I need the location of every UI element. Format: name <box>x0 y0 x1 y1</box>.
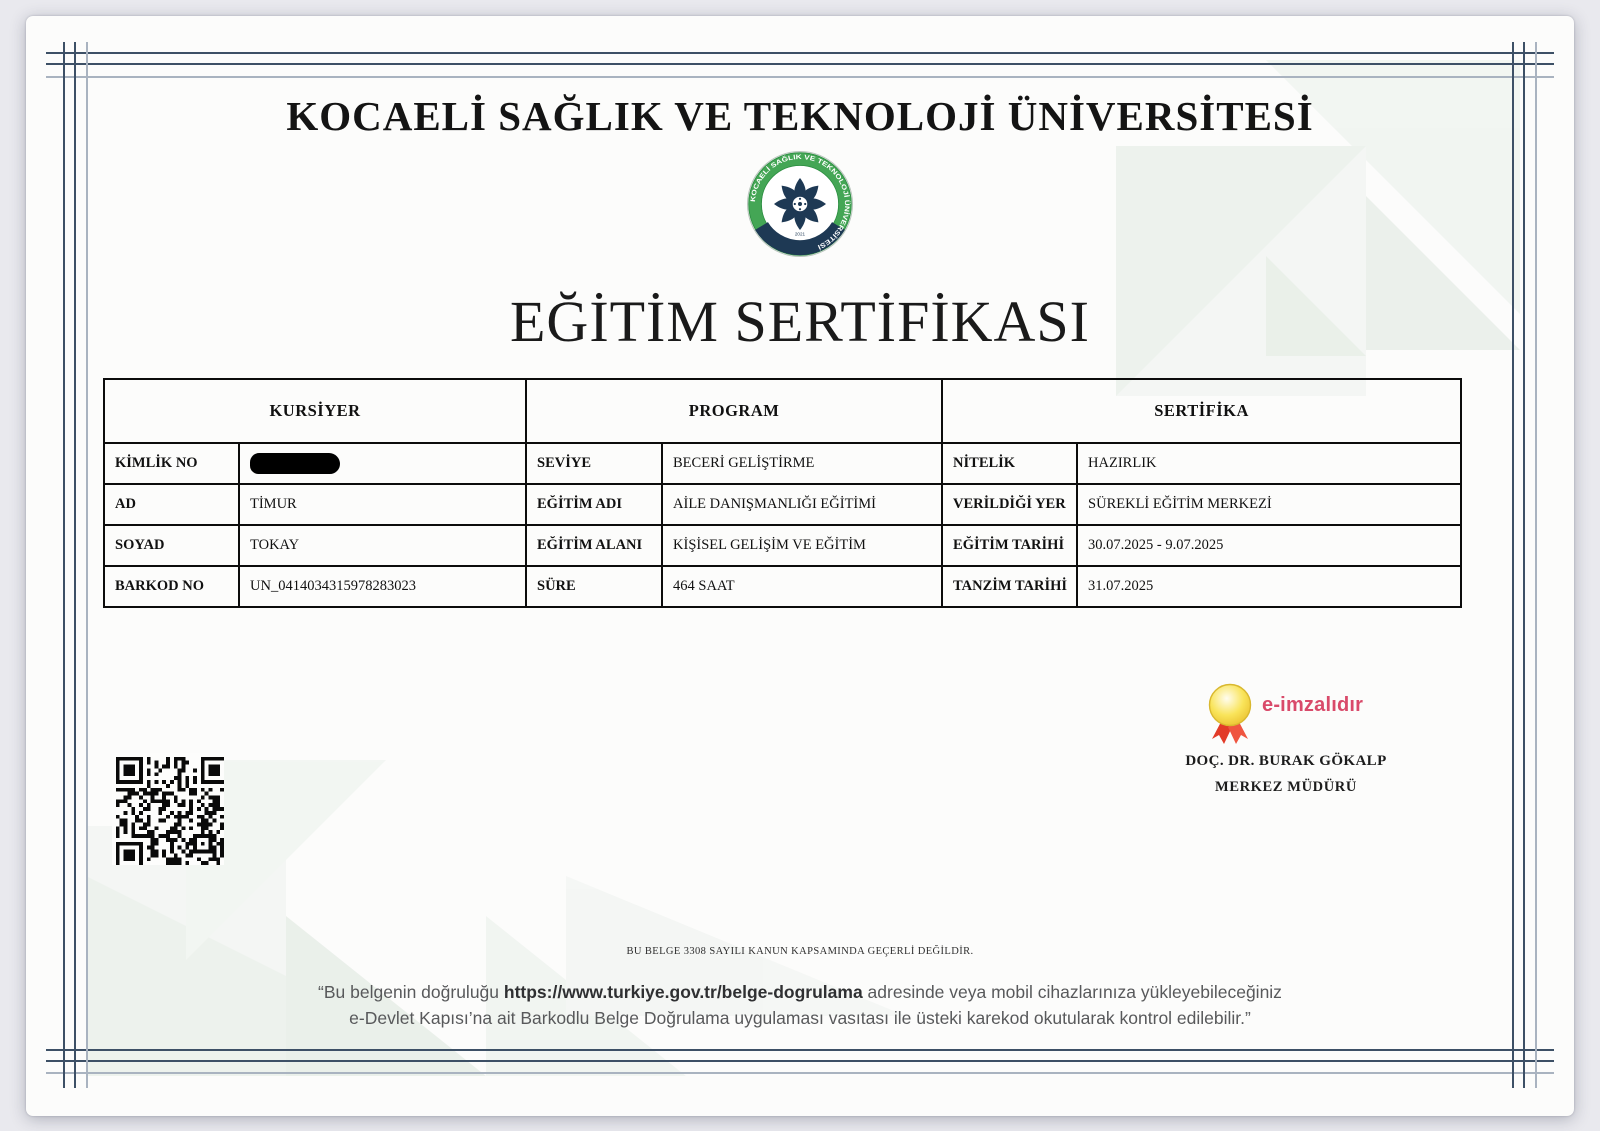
frame-line <box>46 1049 1554 1051</box>
verification-suffix: adresinde veya mobil cihazlarınıza yükleyebileceğiniz <box>862 982 1282 1002</box>
logo-year: 2021 <box>794 231 806 237</box>
medal-icon <box>1206 682 1254 748</box>
field-value: 30.07.2025 - 9.07.2025 <box>1077 525 1461 566</box>
frame-line <box>63 42 65 1088</box>
field-value: UN_0414034315978283023 <box>239 566 526 607</box>
field-value: KİŞİSEL GELİŞİM VE EĞİTİM <box>662 525 942 566</box>
field-label: EĞİTİM ADI <box>526 484 662 525</box>
field-label: TANZİM TARİHİ <box>942 566 1077 607</box>
field-label: SEVİYE <box>526 443 662 484</box>
field-label: SÜRE <box>526 566 662 607</box>
table-row <box>104 484 1461 525</box>
frame-line <box>1535 42 1537 1088</box>
verification-prefix: “Bu belgenin doğruluğu <box>318 982 504 1002</box>
field-value: 31.07.2025 <box>1077 566 1461 607</box>
esign-label: e-imzalıdır <box>1262 694 1364 716</box>
field-label: AD <box>104 484 239 525</box>
frame-line <box>46 52 1554 54</box>
verification-text <box>280 979 1320 1031</box>
verification-line2: e-Devlet Kapısı’na ait Barkodlu Belge Doğrulama uygulaması vasıtası ile üsteki karekod okutularak kontrol edilebilir.” <box>349 1008 1251 1028</box>
signatory-name: DOÇ. DR. BURAK GÖKALP <box>1185 753 1387 769</box>
field-value: TOKAY <box>239 525 526 566</box>
logo-rosette <box>774 178 826 230</box>
table-section-header-kursiyer: KURSİYER <box>104 379 526 443</box>
signatory-title: MERKEZ MÜDÜRÜ <box>1215 779 1357 795</box>
field-label: SOYAD <box>104 525 239 566</box>
frame-line <box>46 1072 1554 1074</box>
redacted-kimlik-no <box>250 453 340 474</box>
field-label: EĞİTİM ALANI <box>526 525 662 566</box>
validity-note: BU BELGE 3308 SAYILI KANUN KAPSAMINDA GEÇERLİ DEĞİLDİR. <box>626 946 974 957</box>
field-value: 464 SAAT <box>662 566 942 607</box>
table-section-header-sertifika: SERTİFİKA <box>942 379 1461 443</box>
field-label: NİTELİK <box>942 443 1077 484</box>
frame-line <box>46 76 1554 78</box>
field-label: BARKOD NO <box>104 566 239 607</box>
certificate-table <box>103 378 1462 608</box>
frame-line <box>1512 42 1514 1088</box>
field-value: HAZIRLIK <box>1077 443 1461 484</box>
table-row <box>104 566 1461 607</box>
field-label: EĞİTİM TARİHİ <box>942 525 1077 566</box>
frame-line <box>1523 42 1525 1088</box>
logo-ring-text: KOCAELİ SAĞLIK VE TEKNOLOJİ ÜNİVERSİTESİ <box>749 153 851 250</box>
certificate-title: EĞİTİM SERTİFİKASI <box>510 289 1090 354</box>
field-value: AİLE DANIŞMANLIĞI EĞİTİMİ <box>662 484 942 525</box>
table-row <box>104 443 1461 484</box>
frame-line <box>46 63 1554 65</box>
frame-line <box>74 42 76 1088</box>
field-label: KİMLİK NO <box>104 443 239 484</box>
field-value: TİMUR <box>239 484 526 525</box>
frame-line <box>46 1060 1554 1062</box>
table-row <box>104 525 1461 566</box>
verification-url: https://www.turkiye.gov.tr/belge-dogrulama <box>503 982 863 1002</box>
table-section-header-program: PROGRAM <box>526 379 942 443</box>
university-name: KOCAELİ SAĞLIK VE TEKNOLOJİ ÜNİVERSİTESİ <box>286 93 1314 139</box>
frame-line <box>86 42 88 1088</box>
university-logo <box>746 150 854 258</box>
field-label: VERİLDİĞİ YER <box>942 484 1077 525</box>
field-value: SÜREKLİ EĞİTİM MERKEZİ <box>1077 484 1461 525</box>
field-value <box>239 443 526 484</box>
qr-code <box>112 753 224 865</box>
field-value: BECERİ GELİŞTİRME <box>662 443 942 484</box>
